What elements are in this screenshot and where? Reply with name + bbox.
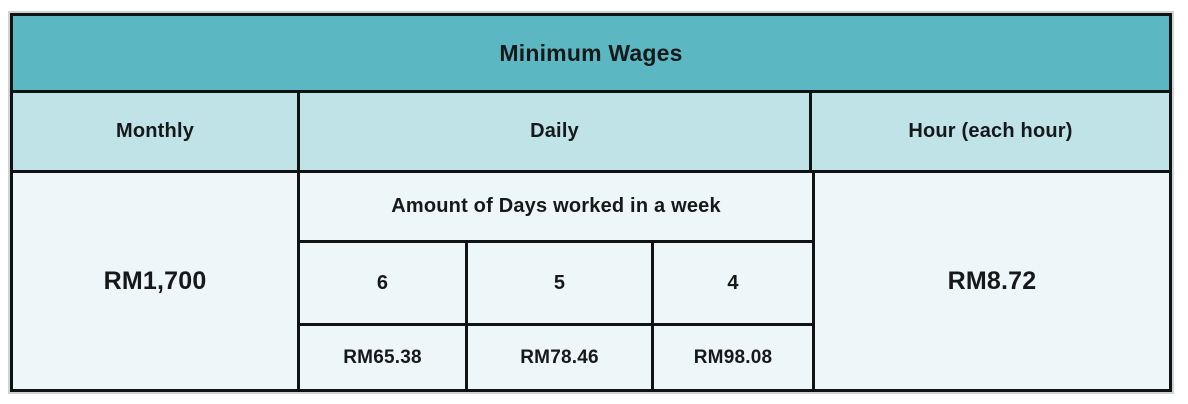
days-count-5: 5 (468, 243, 654, 323)
daily-wage-4-days: RM98.08 (693, 346, 773, 368)
table-body (13, 173, 1169, 389)
minimum-wages-table (10, 13, 1172, 392)
hourly-wage-value: RM8.72 (947, 266, 1037, 295)
table-title: Minimum Wages (13, 16, 1169, 93)
days-count-4: 4 (727, 271, 739, 294)
daily-wage-6-days: RM65.38 (300, 326, 468, 389)
daily-subheader-days-worked: Amount of Days worked in a week (300, 173, 812, 243)
daily-section (300, 173, 815, 389)
column-header-daily: Daily (300, 93, 812, 170)
column-header-row (13, 93, 1169, 173)
monthly-wage-value: RM1,700 (13, 173, 300, 389)
days-count-row (300, 243, 812, 326)
days-count-6: 6 (300, 243, 468, 323)
column-header-monthly: Monthly (13, 93, 300, 170)
column-header-hour: Hour (each hour) (908, 120, 1073, 142)
daily-wage-5-days: RM78.46 (468, 326, 654, 389)
daily-wage-row (300, 326, 812, 389)
